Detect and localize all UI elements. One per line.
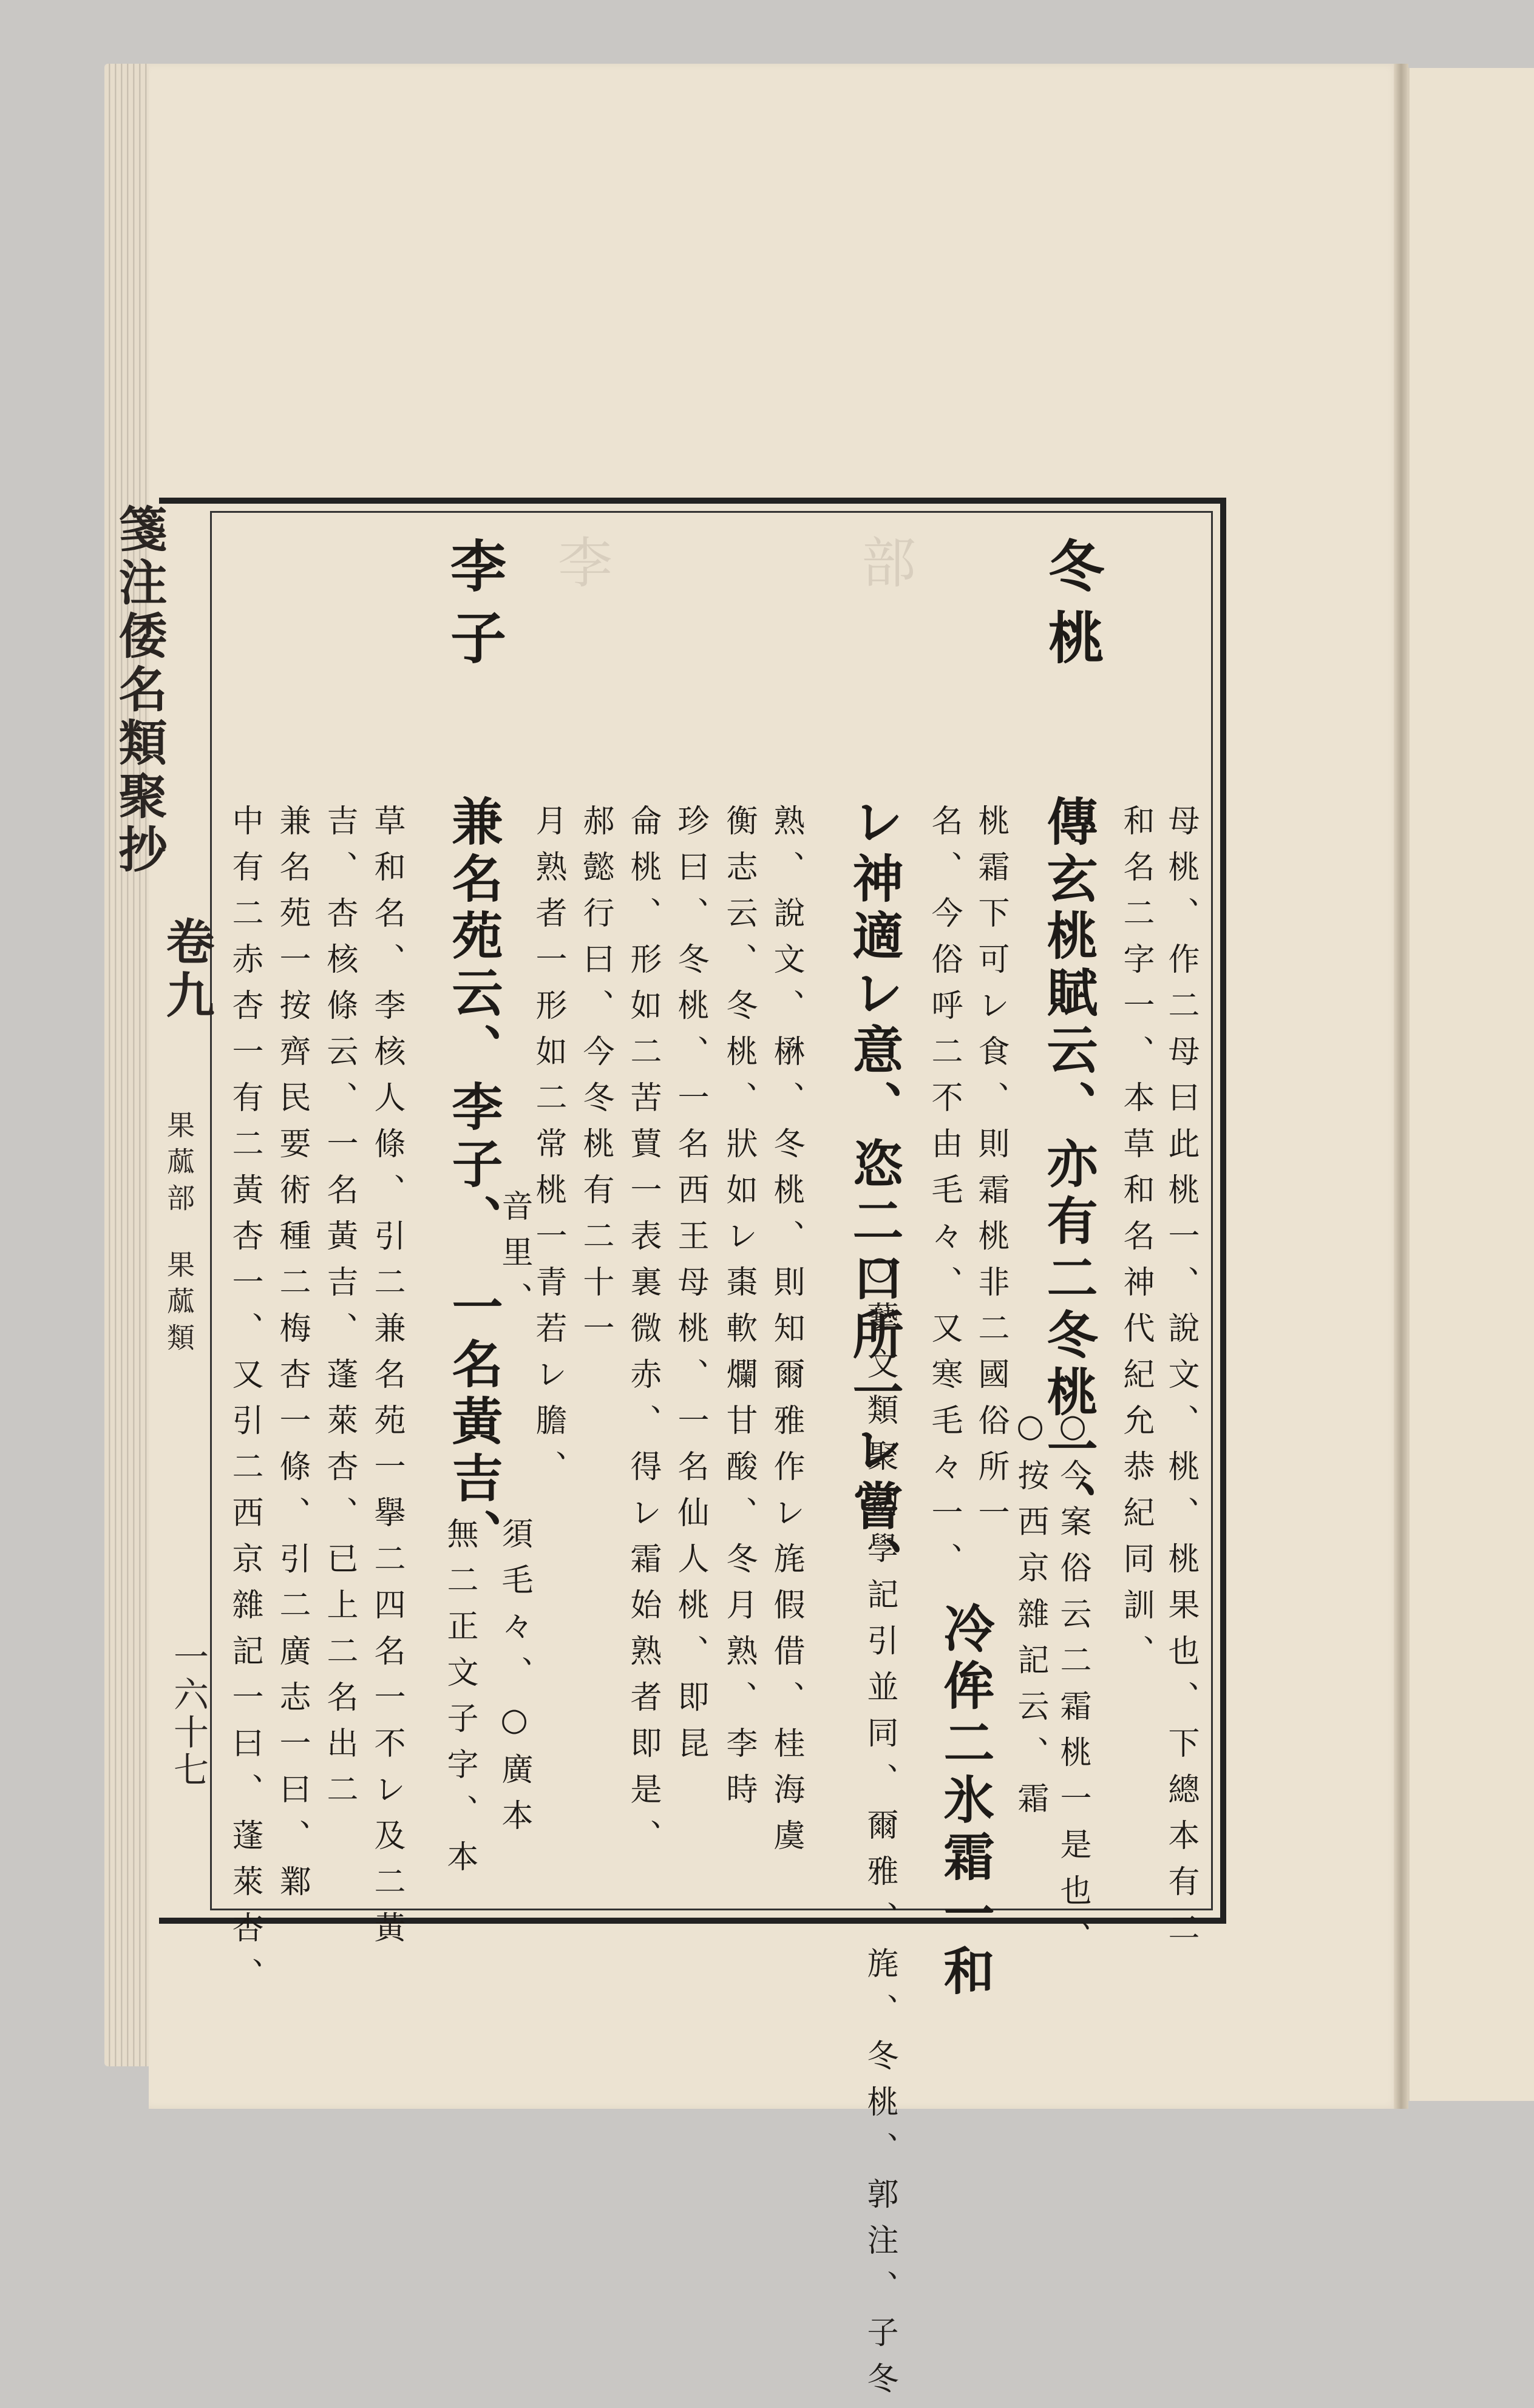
text-column: 侖桃、形如二苦蕒一表裏微赤、得レ霜始熟者即是、 <box>625 804 661 1865</box>
page-number: 一六十七 <box>168 1639 209 1789</box>
annotation-column: 音里、 <box>496 1189 532 1328</box>
volume-label: 卷九 <box>158 916 215 1023</box>
main-text-column: 兼名苑云、李子、 <box>444 795 504 1251</box>
annotation-column: ○按西京雜記云、霜 <box>1012 1408 1048 1828</box>
main-text-column: レ神適レ意、恣二口所一レ嘗、 <box>844 795 904 1594</box>
facing-page-edge <box>1407 68 1534 2101</box>
book-gutter <box>1394 64 1408 2109</box>
class-label: 果蓏類 <box>163 1250 195 1359</box>
text-column: 郝懿行曰、今冬桃有二十一 <box>577 804 614 1358</box>
text-column: 吉、杏核條云、一名黃吉、蓬萊杏、已上二名出二 <box>321 804 358 1819</box>
text-column: 和名二字一、本草和名神代紀允恭紀同訓、 <box>1118 804 1154 1680</box>
text-column: 名、今俗呼二不由毛々、又寒毛々一、 <box>926 804 962 1588</box>
section-label: 果蓏部 <box>163 1111 195 1220</box>
text-column: 桃霜下可レ食、則霜桃非二國俗所一 <box>972 804 1009 1542</box>
text-column: 珍曰、冬桃、一名西王母桃、一名仙人桃、即昆 <box>672 804 708 1773</box>
annotation-column: 須毛々、○廣本 <box>496 1517 532 1845</box>
page-edge-stack <box>104 64 153 2066</box>
book-title: 箋注倭名類聚抄 <box>110 504 168 878</box>
entry-heading-lizi: 李子 <box>441 537 507 680</box>
annotation-column: 無二正文子字、本 <box>441 1517 478 1886</box>
text-column: 月熟者一形如二常桃一青若レ膽、 <box>530 804 566 1496</box>
text-column: 兼名苑一按齊民要術種二梅杏一條、引二廣志一曰、鄴 <box>274 804 310 1911</box>
text-column: 中有二赤杏一有二黃杏一、又引二西京雜記一曰、蓬萊杏、 <box>226 804 263 2003</box>
main-text-column: 一名黃吉、 <box>444 1280 504 1566</box>
bleed-through-text: 李 <box>548 534 612 604</box>
annotation-column: ○今案俗云二霜桃一是也、 <box>1054 1408 1091 1966</box>
main-text-column: 傳玄桃賦云、亦有二冬桃一、 <box>1039 795 1099 1537</box>
main-text-column: 冷侔二氷霜一和 <box>935 1602 996 2001</box>
annotation-column: ○藝文類聚初學記引並同、爾雅、旄、冬桃、郭注、子冬 <box>861 1250 898 2408</box>
bleed-through-text: 部 <box>852 534 915 604</box>
text-column: 草和名、李核人條、引二兼名苑一擧二四名一不レ及二黃 <box>368 804 405 1957</box>
text-column: 母桃、作二母曰此桃一、說文、桃、桃果也、下總本有二 <box>1162 804 1199 1957</box>
entry-heading-dongtao: 冬桃 <box>1039 537 1105 680</box>
text-column: 衡志云、冬桃、狀如レ棗軟爛甘酸、冬月熟、李時 <box>721 804 757 1819</box>
text-column: 熟、說文、楙、冬桃、則知爾雅作レ旄假借、桂海虞 <box>768 804 804 1865</box>
